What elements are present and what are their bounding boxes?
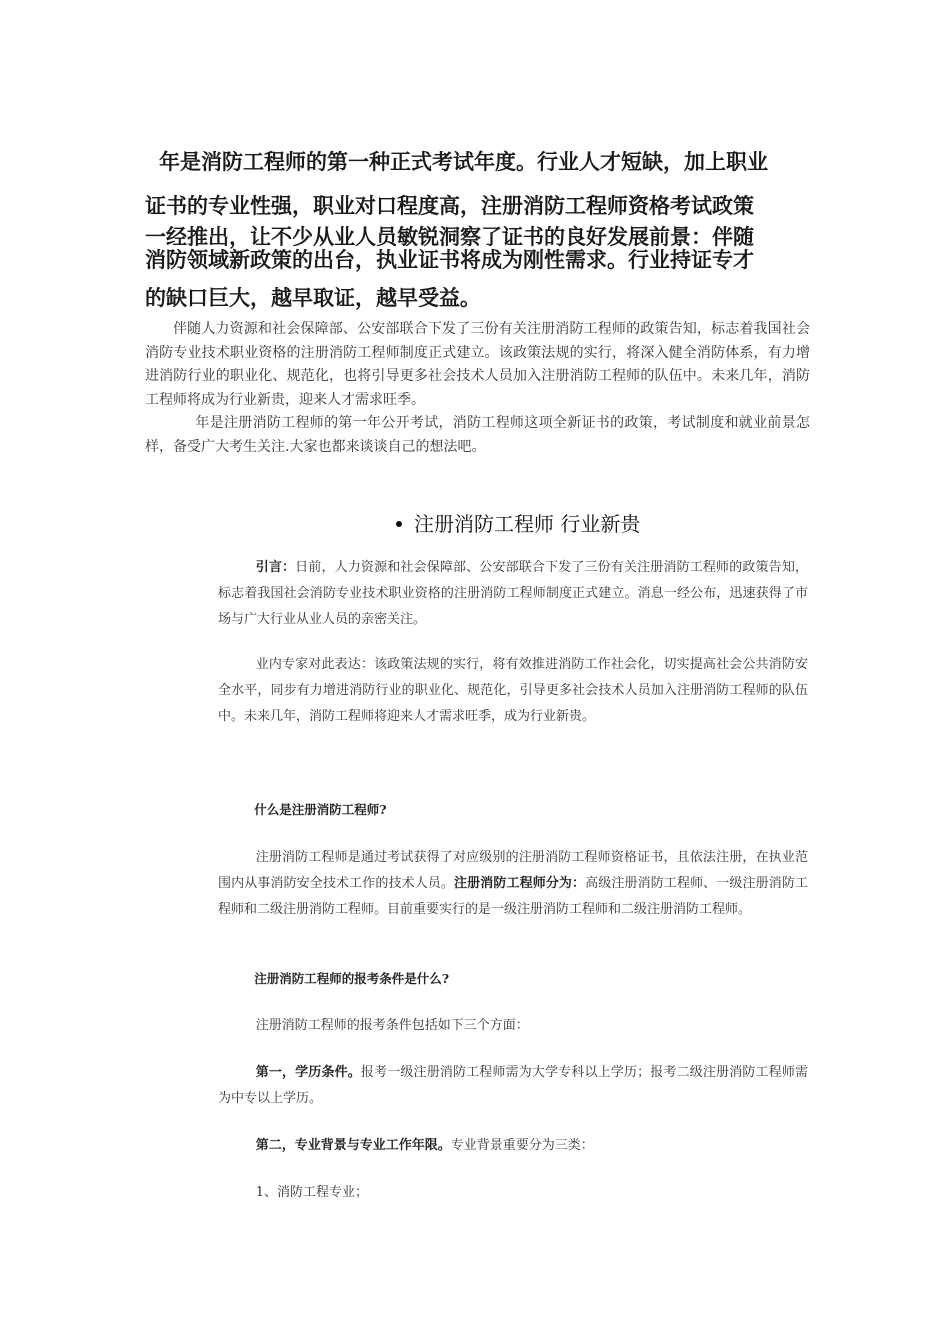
answer-block <box>218 1013 808 1039</box>
question-text: 注册消防工程师的报考条件是什么? <box>254 971 450 986</box>
answer-block <box>218 845 808 923</box>
intro-section <box>145 318 810 459</box>
intro-paragraph: 年是注册消防工程师的第一年公开考试，消防工程师这项全新证书的政策，考试制度和就业前景怎样，备受广大考生关注.大家也都来谈谈自己的想法吧。 <box>145 415 810 455</box>
condition-block <box>218 1133 808 1159</box>
bullet-icon <box>396 521 402 527</box>
lead-line: 证书的专业性强，职业对口程度高，注册消防工程师资格考试政策 <box>145 194 754 218</box>
question-text: 什么是注册消防工程师? <box>254 802 387 817</box>
question-heading <box>218 966 808 992</box>
intro-label: 引言： <box>255 560 296 575</box>
condition-block <box>218 1060 808 1112</box>
article-paragraph: 业内专家对此表达：该政策法规的实行，将有效推进消防工作社会化，切实提高社会公共消防安全水平，同步有力增进消防行业的职业化、规范化，引导更多社会技术人员加入注册消防工程师的队伍中。未来几年，消防工程师将迎来人才需求旺季，成为行业新贵。 <box>218 657 808 724</box>
section-heading-text: 注册消防工程师 行业新贵 <box>414 512 641 536</box>
article-paragraph: 第一，学历条件。报考一级注册消防工程师需为大学专科以上学历；报考二级注册消防工程师需为中专以上学历。 <box>218 1065 808 1106</box>
article-expert <box>218 652 808 730</box>
article-intro <box>218 555 808 633</box>
lead-line: 一经推出，让不少从业人员敏锐洞察了证书的良好发展前景：伴随 <box>145 225 754 249</box>
lead-line: 的缺口巨大，越早取证，越早受益。 <box>145 286 481 310</box>
article-paragraph: 第二，专业背景与专业工作年限。专业背景重要分为三类： <box>255 1138 594 1153</box>
article-paragraph: 注册消防工程师的报考条件包括如下三个方面： <box>255 1018 529 1033</box>
list-item-text: 1、消防工程专业； <box>255 1185 368 1200</box>
lead-line: 消防领域新政策的出台，执业证书将成为刚性需求。行业持证专才 <box>145 248 754 272</box>
question-heading <box>218 797 808 823</box>
article-paragraph: 引言：日前，人力资源和社会保障部、公安部联合下发了三份有关注册消防工程师的政策告知，标志着我国社会消防专业技术职业资格的注册消防工程师制度正式建立。消息一经公布，迅速获得了市场与广大行业从业人员的亲密关注。 <box>218 560 808 627</box>
list-item <box>218 1180 808 1206</box>
section-heading <box>396 508 640 537</box>
intro-paragraph: 伴随人力资源和社会保障部、公安部联合下发了三份有关注册消防工程师的政策告知，标志着我国社会消防专业技术职业资格的注册消防工程师制度正式建立。该政策法规的实行，将深入健全消防体系，有力增进消防行业的职业化、规范化，也将引导更多社会技术人员加入注册消防工程师的队伍中。未来几年，消防工程师将成为行业新贵，迎来人才需求旺季。 <box>145 321 810 408</box>
lead-line: 年是消防工程师的第一种正式考试年度。行业人才短缺，加上职业 <box>159 150 768 174</box>
article-paragraph: 注册消防工程师是通过考试获得了对应级别的注册消防工程师资格证书，且依法注册，在执业范围内从事消防安全技术工作的技术人员。注册消防工程师分为：高级注册消防工程师、一级注册消防工程师和二级注册消防工程师。目前重要实行的是一级注册消防工程师和二级注册消防工程师。 <box>218 850 808 917</box>
